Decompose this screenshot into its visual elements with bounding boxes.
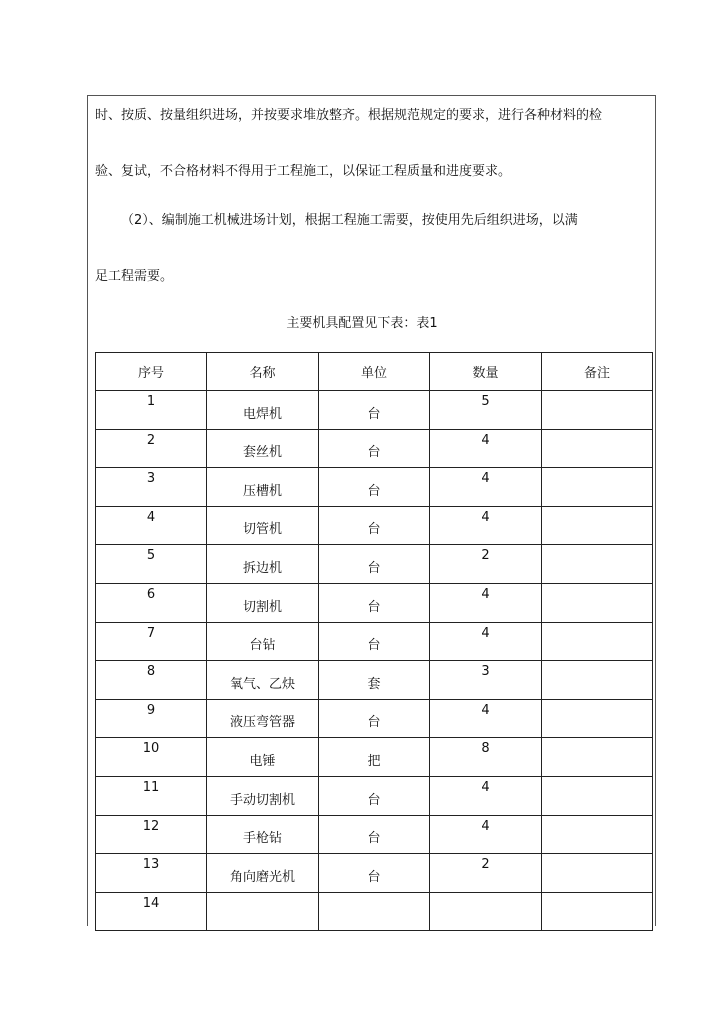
cell-unit-text: 台: [367, 599, 381, 615]
cell-qty-text: 4: [481, 432, 490, 448]
cell-unit: [319, 583, 430, 622]
cell-qty-text: 8: [481, 741, 490, 757]
cell-unit: [319, 545, 430, 584]
cell-name-text: 切管机: [242, 522, 282, 538]
cell-unit-text: 台: [367, 869, 381, 885]
cell-no: [96, 506, 207, 545]
cell-note-text: [542, 885, 652, 892]
cell-name-text: 角向磨光机: [229, 869, 295, 885]
cell-name-text: 电锤: [249, 753, 276, 769]
paragraph-line-2: 验、复试，不合格材料不得用于工程施工，以保证工程质量和进度要求。: [95, 164, 512, 179]
cell-unit: [319, 468, 430, 507]
cell-name: [207, 506, 319, 545]
cell-name-text: 拆边机: [242, 560, 282, 576]
cell-note: [542, 622, 653, 661]
cell-unit-text: 把: [367, 753, 381, 769]
cell-no: [96, 738, 207, 777]
cell-no-text: 1: [146, 394, 156, 409]
cell-no-text: 14: [142, 895, 160, 911]
cell-name: [207, 545, 319, 584]
table-row: [96, 892, 653, 931]
table-row: [96, 391, 653, 430]
cell-name-text: 液压弯管器: [229, 715, 295, 731]
cell-note-text: [542, 460, 652, 467]
header-no: 序号: [96, 353, 207, 391]
cell-no-text: 7: [146, 625, 156, 641]
table-row: [96, 815, 653, 854]
cell-no-text: 10: [142, 741, 160, 757]
cell-no-text: 3: [146, 471, 156, 487]
cell-no: [96, 892, 207, 931]
cell-name-text: 套丝机: [242, 445, 282, 461]
cell-no: [96, 391, 207, 430]
cell-note-text: [542, 499, 652, 506]
cell-unit: [319, 776, 430, 815]
cell-unit: [319, 854, 430, 893]
cell-name: [207, 815, 319, 854]
cell-no: [96, 583, 207, 622]
cell-no: [96, 545, 207, 584]
cell-qty: [430, 545, 542, 584]
cell-note-text: [542, 653, 652, 660]
cell-note: [542, 506, 653, 545]
cell-name: [207, 661, 319, 700]
cell-unit-text: 台: [367, 560, 381, 576]
cell-qty-text: 4: [481, 702, 490, 718]
cell-qty: [430, 661, 542, 700]
paragraph-line-3: （2）、编制施工机械进场计划，根据工程施工需要，按使用先后组织进场，以满: [121, 213, 578, 228]
cell-qty: [430, 815, 542, 854]
table-row: [96, 429, 653, 468]
cell-note: [542, 854, 653, 893]
cell-no: [96, 854, 207, 893]
cell-name: [207, 622, 319, 661]
cell-qty-text: 2: [481, 548, 490, 564]
cell-qty: [430, 468, 542, 507]
cell-qty: [430, 892, 542, 931]
paragraph-line-4: 足工程需要。: [95, 269, 174, 284]
cell-qty: [430, 699, 542, 738]
cell-no: [96, 699, 207, 738]
cell-note-text: [542, 576, 652, 583]
cell-qty: [430, 738, 542, 777]
cell-name-text: 氧气、乙炔: [229, 676, 295, 692]
header-unit: 单位: [319, 353, 430, 391]
table-row: [96, 583, 653, 622]
cell-unit: [319, 429, 430, 468]
cell-no-text: 11: [142, 779, 160, 795]
cell-note-text: [542, 692, 652, 699]
cell-no-text: 9: [146, 702, 156, 718]
cell-qty-text: 4: [481, 509, 490, 525]
cell-name-text: 压槽机: [242, 483, 282, 499]
cell-qty-text: 4: [481, 818, 490, 834]
cell-unit-text: 台: [367, 483, 381, 499]
cell-unit: [319, 738, 430, 777]
cell-unit: [319, 892, 430, 931]
cell-name-text: 切割机: [242, 599, 282, 615]
cell-unit: [319, 661, 430, 700]
cell-note: [542, 699, 653, 738]
cell-qty: [430, 391, 542, 430]
header-name: 名称: [207, 353, 319, 391]
cell-note: [542, 661, 653, 700]
table-row: [96, 468, 653, 507]
cell-note-text: [542, 808, 652, 815]
cell-note-text: [542, 730, 652, 737]
cell-qty-text: 3: [481, 664, 490, 680]
cell-qty-text: [430, 893, 541, 896]
cell-unit-text: 台: [367, 522, 381, 538]
cell-qty-text: 4: [481, 586, 490, 602]
cell-no-text: 2: [146, 432, 156, 448]
table-row: [96, 661, 653, 700]
cell-unit-text: 台: [367, 715, 381, 731]
cell-no: [96, 429, 207, 468]
cell-qty: [430, 854, 542, 893]
cell-qty-text: 5: [481, 394, 490, 409]
cell-name-text: 手动切割机: [229, 792, 295, 808]
cell-no-text: 4: [146, 509, 156, 525]
cell-unit-text: 套: [367, 676, 381, 692]
cell-no: [96, 468, 207, 507]
cell-unit-text: 台: [367, 445, 381, 461]
cell-no: [96, 622, 207, 661]
cell-name: [207, 892, 319, 931]
cell-note: [542, 892, 653, 931]
header-qty: 数量: [430, 353, 542, 391]
cell-name: [207, 583, 319, 622]
cell-name-text: [207, 923, 318, 930]
cell-note: [542, 815, 653, 854]
table-caption: 主要机具配置见下表：表1: [286, 316, 438, 331]
cell-unit-text: 台: [367, 406, 381, 422]
cell-unit-text: [319, 923, 429, 930]
cell-qty-text: 2: [481, 857, 490, 873]
cell-note-text: [542, 846, 652, 853]
cell-note-text: [542, 422, 652, 429]
cell-note: [542, 391, 653, 430]
cell-note: [542, 583, 653, 622]
cell-no: [96, 776, 207, 815]
cell-name-text: 台钻: [249, 638, 276, 654]
cell-no-text: 5: [146, 548, 156, 564]
cell-unit-text: 台: [367, 831, 381, 847]
cell-unit: [319, 699, 430, 738]
cell-qty: [430, 583, 542, 622]
cell-name: [207, 854, 319, 893]
cell-qty: [430, 622, 542, 661]
cell-no-text: 12: [142, 818, 160, 834]
cell-note-text: [542, 537, 652, 544]
cell-note: [542, 468, 653, 507]
table-row: [96, 738, 653, 777]
cell-qty: [430, 429, 542, 468]
equipment-table: [95, 352, 653, 931]
cell-name: [207, 391, 319, 430]
cell-name: [207, 776, 319, 815]
cell-no: [96, 661, 207, 700]
cell-unit-text: 台: [367, 638, 381, 654]
cell-unit-text: 台: [367, 792, 381, 808]
cell-name: [207, 429, 319, 468]
cell-qty-text: 4: [481, 625, 490, 641]
cell-name: [207, 468, 319, 507]
header-note: 备注: [542, 353, 653, 391]
cell-note: [542, 545, 653, 584]
table-row: [96, 854, 653, 893]
cell-qty-text: 4: [481, 779, 490, 795]
cell-note-text: [542, 923, 652, 930]
cell-no-text: 6: [146, 586, 156, 602]
cell-unit: [319, 391, 430, 430]
cell-name: [207, 699, 319, 738]
table-row: [96, 776, 653, 815]
table-row: [96, 545, 653, 584]
table-row: [96, 506, 653, 545]
cell-note-text: [542, 769, 652, 776]
cell-qty: [430, 776, 542, 815]
cell-qty-text: 4: [481, 471, 490, 487]
cell-note: [542, 738, 653, 777]
cell-note-text: [542, 615, 652, 622]
cell-unit: [319, 815, 430, 854]
cell-name-text: 手枪钻: [242, 831, 282, 847]
cell-note: [542, 776, 653, 815]
cell-no-text: 13: [142, 857, 160, 873]
cell-note: [542, 429, 653, 468]
paragraph-line-1: 时、按质、按量组织进场，并按要求堆放整齐。根据规范规定的要求，进行各种材料的检: [95, 108, 603, 123]
cell-no-text: 8: [146, 664, 156, 680]
cell-no: [96, 815, 207, 854]
table-row: [96, 622, 653, 661]
cell-qty: [430, 506, 542, 545]
cell-unit: [319, 506, 430, 545]
cell-name: [207, 738, 319, 777]
table-row: [96, 699, 653, 738]
cell-name-text: 电焊机: [242, 406, 282, 422]
table-header-row: [96, 353, 653, 391]
cell-unit: [319, 622, 430, 661]
